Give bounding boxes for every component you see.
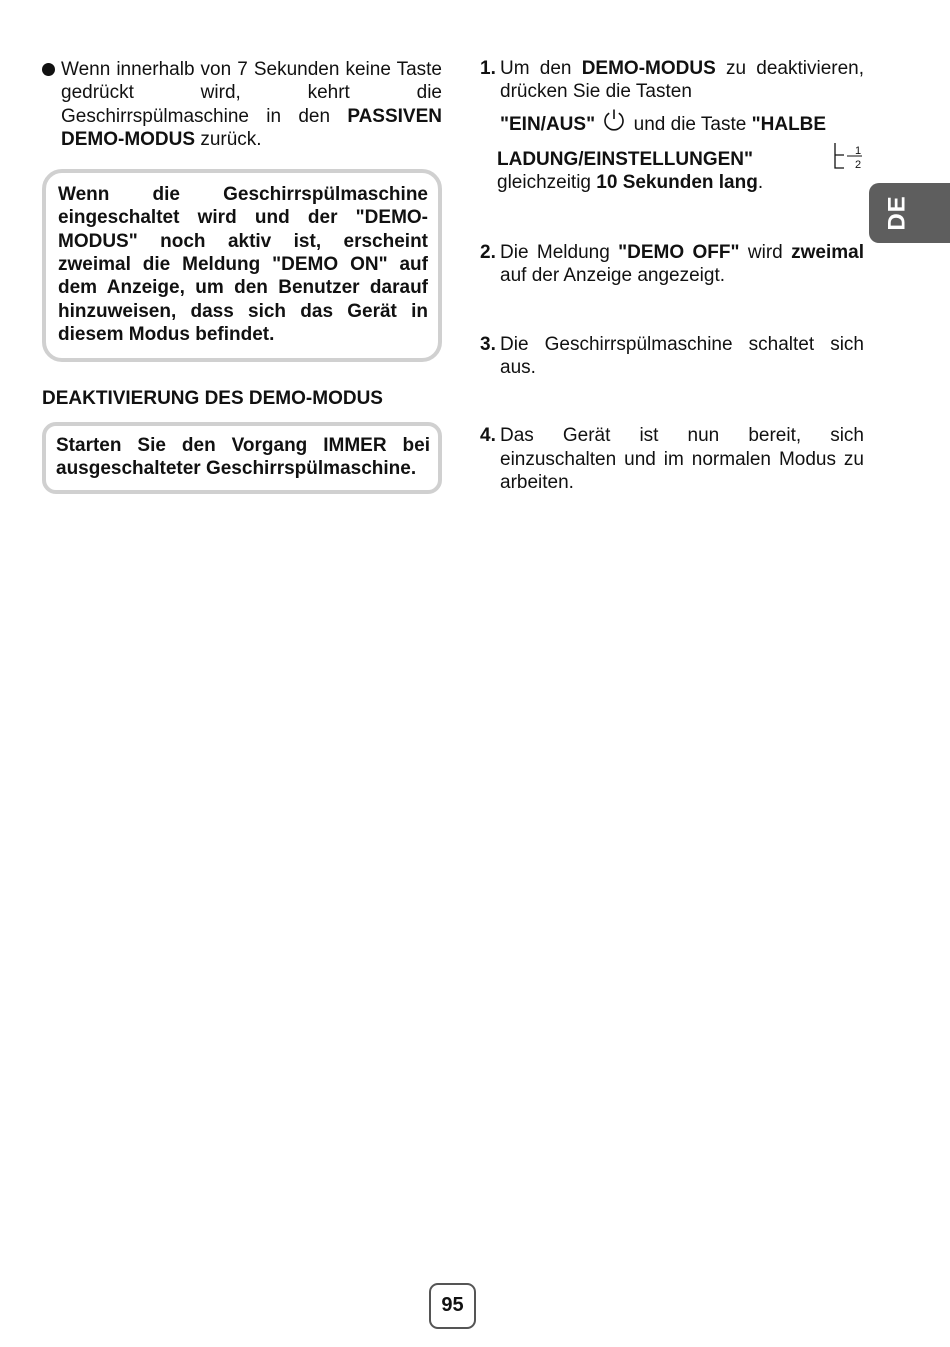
- intro-text: Wenn innerhalb von 7 Sekunden keine Taste gedrückt wird, kehrt die Geschirrspülmaschine in den: [61, 59, 442, 127]
- step-2: [480, 241, 864, 288]
- step-text: Die Meldung: [500, 242, 619, 264]
- step-text: und die Taste: [633, 113, 752, 135]
- step-text: gleichzeitig: [497, 171, 597, 193]
- step-text: .: [757, 171, 764, 193]
- step-text: Die Geschirrspülmaschine schaltet sich aus.: [500, 333, 864, 379]
- step-1-line-settings: [497, 141, 864, 171]
- step-1: [480, 57, 864, 194]
- step-1-line-keys: [500, 108, 864, 136]
- note-always-off: Starten Sie den Vorgang IMMER bei ausgeschalteter Geschirrspülmaschine.: [42, 422, 442, 495]
- half-icon-numeral-bottom: 2: [855, 158, 862, 171]
- bullet-dot: [42, 63, 55, 76]
- step-4: [480, 424, 864, 494]
- step-number: 3.: [480, 333, 496, 355]
- half-icon-numeral-top: 1: [855, 144, 862, 157]
- step-1-line-duration: [497, 171, 864, 194]
- step-bold: LADUNG/EINSTELLUNGEN": [497, 148, 754, 170]
- section-heading: DEAKTIVIERUNG DES DEMO-MODUS: [42, 388, 383, 410]
- step-bold: "EIN/AUS": [500, 113, 596, 135]
- step-bold: zweimal: [791, 242, 864, 264]
- step-bold: 10 Sekunden lang: [596, 171, 758, 193]
- intro-text-end: zurück.: [195, 128, 262, 150]
- step-text: Das Gerät ist nun bereit, sich einzuschalten und im normalen Modus zu arbeiten.: [500, 425, 864, 493]
- step-text: Um den: [500, 58, 582, 79]
- step-bold: DEMO-MODUS: [581, 58, 716, 79]
- language-tab-label: DE: [883, 195, 911, 231]
- step-number: 1.: [480, 58, 496, 79]
- note-demo-active: Wenn die Geschirrspülmaschine eingeschaltet wird und der "DEMO-MODUS" noch aktiv ist, erscheint zweimal die Meldung "DEMO ON" auf dem Anzeige, um den Benutzer darauf hinzuweisen, dass sich das Gerät in diesem Modus befindet.: [42, 169, 442, 362]
- step-number: 4.: [480, 425, 496, 447]
- step-bold: "HALBE: [751, 113, 827, 135]
- step-text: zu deaktivieren, drücken Sie die Tasten: [500, 58, 865, 103]
- page-number: 95: [429, 1283, 476, 1329]
- step-bold: "DEMO OFF": [618, 242, 740, 264]
- step-text: wird: [739, 242, 792, 264]
- intro-bullet: [42, 58, 442, 151]
- intro-bold: PASSIVEN DEMO-MODUS: [61, 105, 442, 150]
- power-icon: [602, 108, 626, 132]
- language-tab: [869, 183, 950, 243]
- step-number: 2.: [480, 242, 496, 264]
- half-load-settings-icon: [833, 141, 863, 171]
- left-column: [42, 58, 442, 494]
- right-column: [480, 57, 864, 494]
- step-text: auf der Anzeige angezeigt.: [500, 265, 726, 287]
- step-3: [480, 333, 864, 380]
